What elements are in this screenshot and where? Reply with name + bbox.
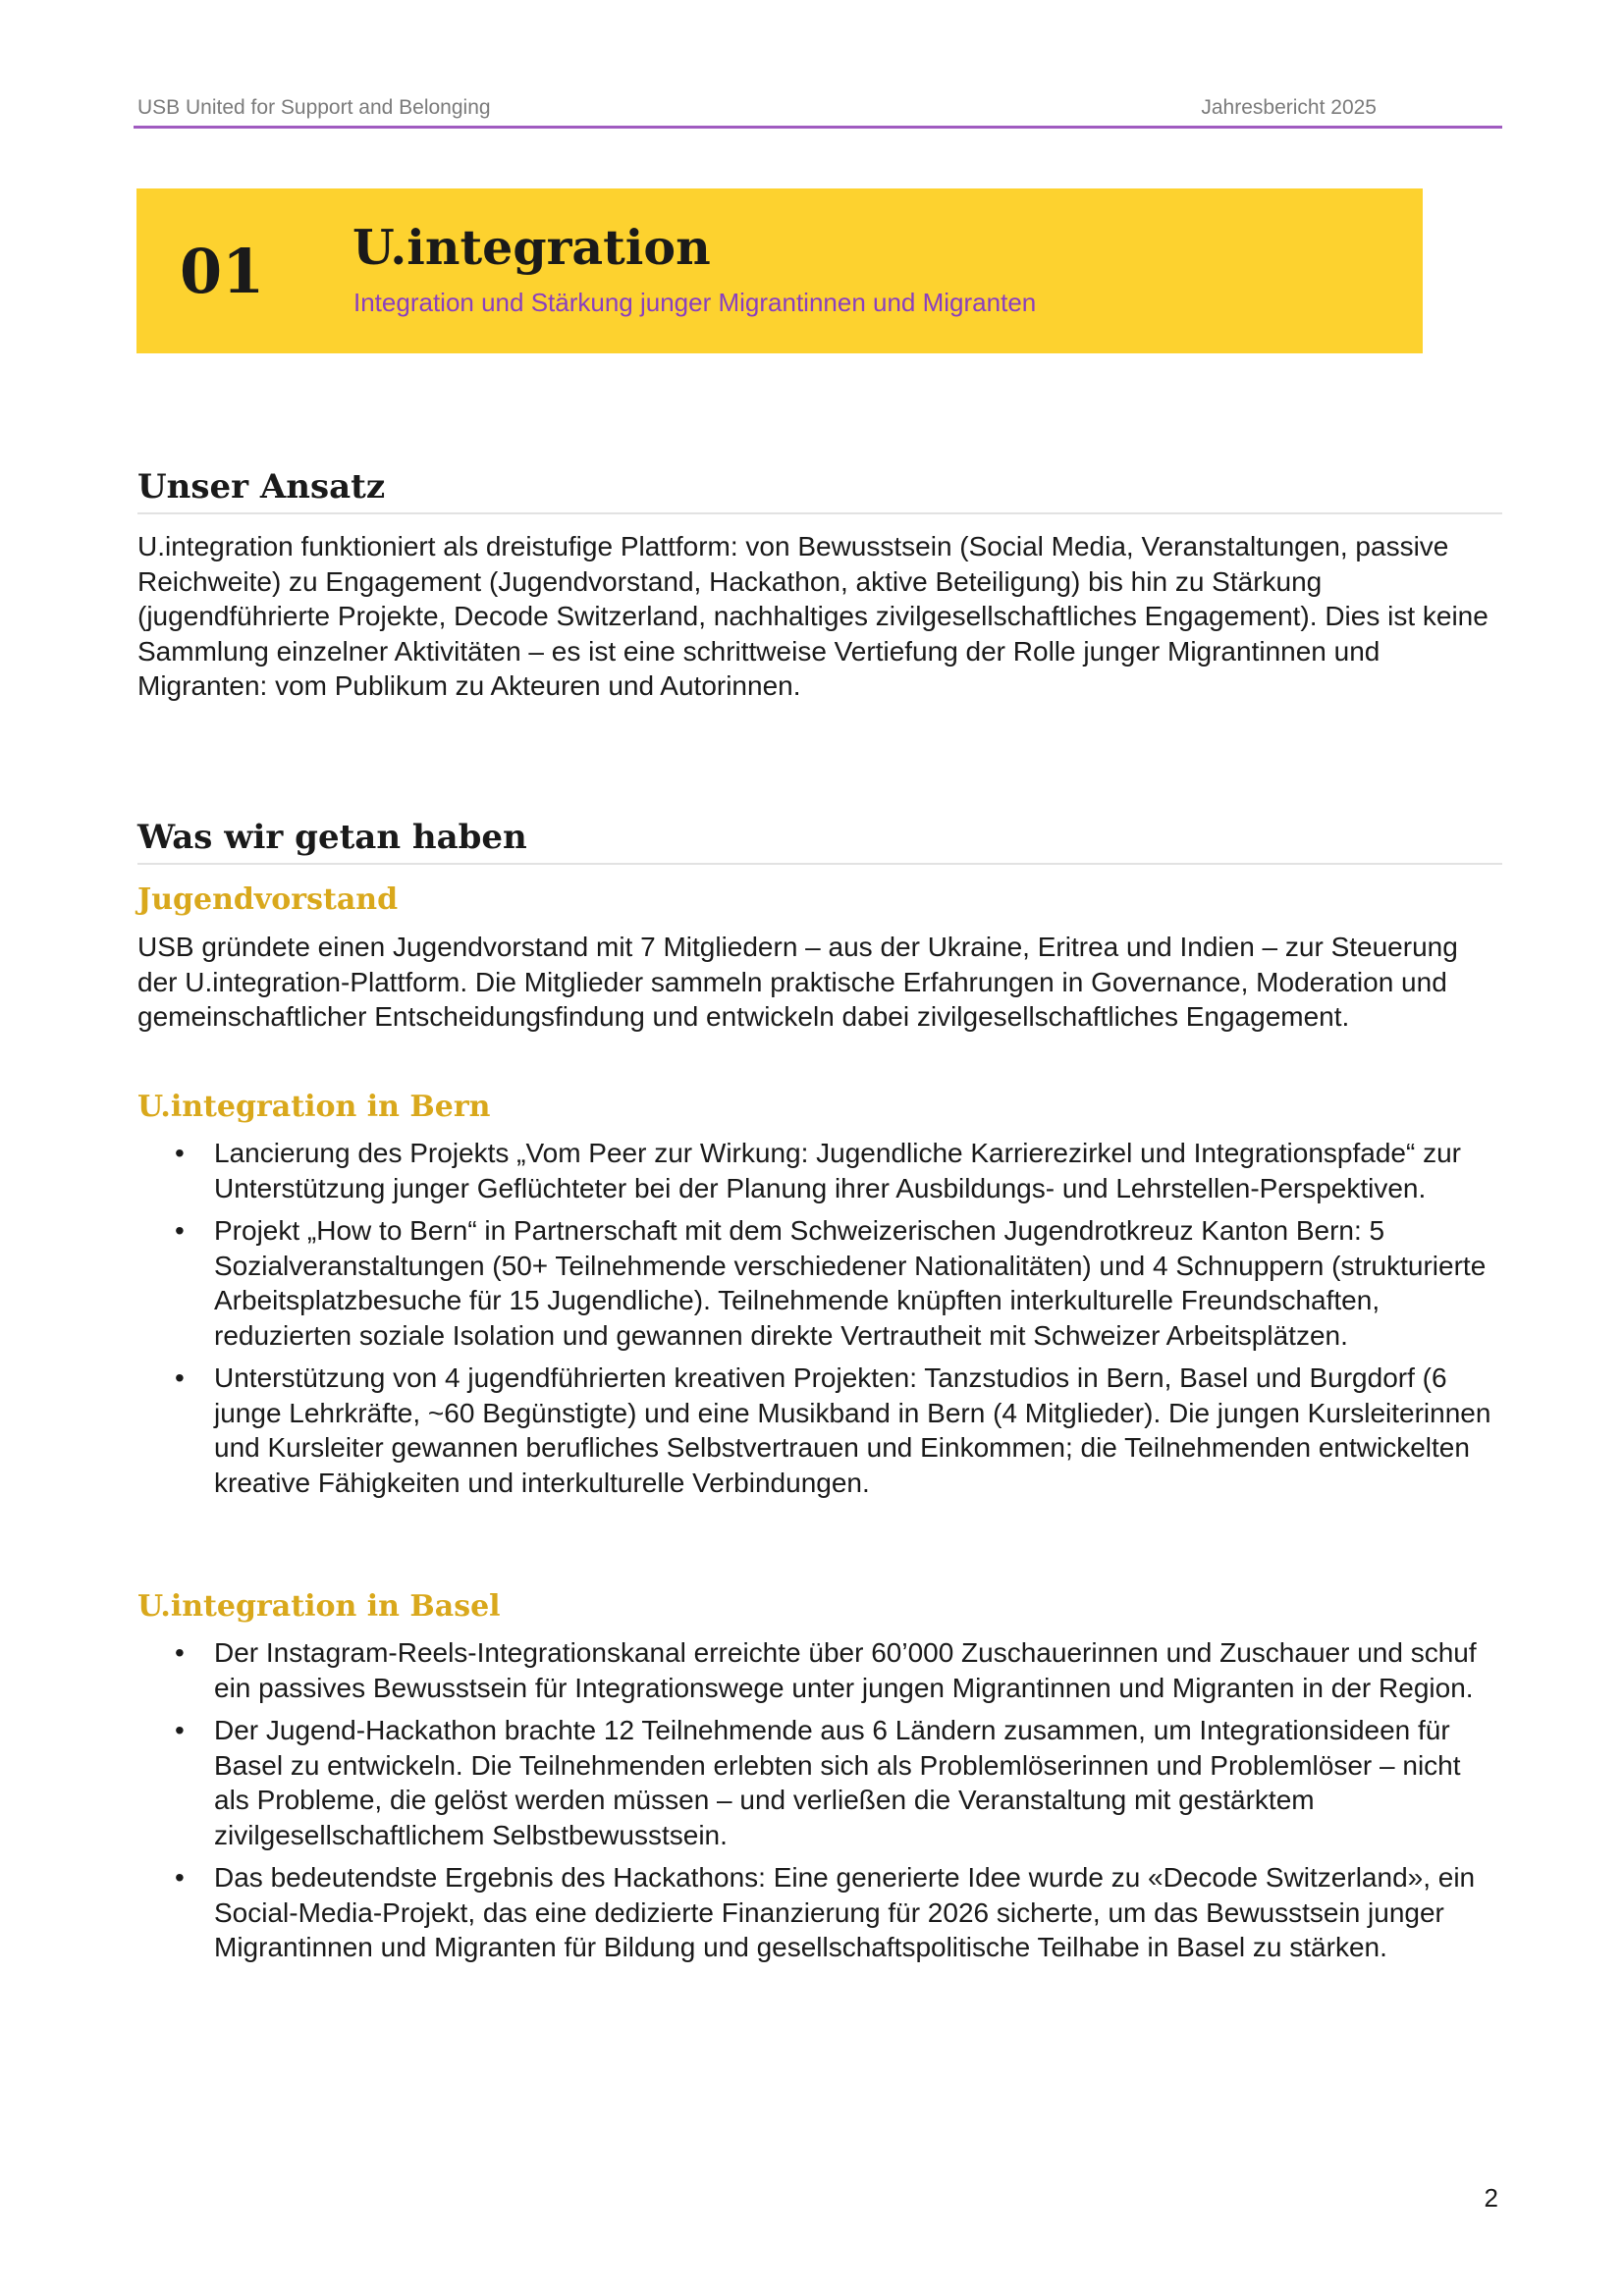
section-heading-activities: Was wir getan haben	[137, 819, 1502, 865]
subheading-youth-board: Jugendvorstand	[137, 882, 399, 917]
chapter-subtitle: Integration und Stärkung junger Migrantinnen und Migranten	[353, 288, 1037, 317]
header-report-title: Jahresbericht 2025	[1201, 96, 1377, 119]
list-item: • Unterstützung von 4 jugendführierten kreativen Projekten: Tanzstudios in Bern, Basel und Burgdorf (6 junge Lehrkräfte, ~60 Begünstigte) und eine Musikband in Bern (4 Mitglieder). Die jungen Kursleiterinnen und Kursleiter gewannen berufliches Selbstvertrauen und Einkommen; die Teilnehmenden entwickelten kreative Fähigkeiten und interkulturelle Verbindungen.	[175, 1362, 1491, 1498]
chapter-banner	[136, 188, 1423, 353]
page-number: 2	[1484, 2183, 1498, 2213]
youth-board-paragraph: USB gründete einen Jugendvorstand mit 7 Mitgliedern – aus der Ukraine, Eritrea und Indien – zur Steuerung der U.integration-Plattform. Die Mitglieder sammeln praktische Erfahrungen in Governance, Moderation und gemeinschaftlicher Entscheidungsfindung und entwickeln dabei zivilgesellschaftliches Engagement.	[137, 932, 1458, 1032]
bullet-glyph: •	[175, 1637, 185, 1668]
header-org-name: USB United for Support and Belonging	[137, 96, 491, 119]
approach-paragraph: U.integration funktioniert als dreistufige Plattform: von Bewusstsein (Social Media, Veranstaltungen, passive Reichweite) zu Engagement (Jugendvorstand, Hackathon, aktive Beteiligung) bis hin zu Stärkung (jugendführierte Projekte, Decode Switzerland, nachhaltiges zivilgesellschaftliches Engagement). Dies ist keine Sammlung einzelner Aktivitäten – es ist eine schrittweise Vertiefung der Rolle junger Migrantinnen und Migranten: vom Publikum zu Akteuren und Autorinnen.	[137, 531, 1489, 701]
subheading-basel: U.integration in Basel	[137, 1589, 501, 1624]
basel-list	[137, 1635, 1492, 1973]
subheading-bern: U.integration in Bern	[137, 1090, 491, 1124]
chapter-number: 01	[180, 236, 265, 307]
chapter-title: U.integration	[352, 219, 711, 276]
page-header	[134, 96, 1502, 129]
bullet-glyph: •	[175, 1138, 185, 1168]
bern-list	[137, 1136, 1492, 1508]
list-item: • Projekt „How to Bern“ in Partnerschaft mit dem Schweizerischen Jugendrotkreuz Kanton Bern: 5 Sozialveranstaltungen (50+ Teilnehmende verschiedener Nationalitäten) und 4 Schnuppern (strukturierte Arbeitsplatzbesuche für 15 Jugendliche). Teilnehmende knüpften interkulturelle Freundschaften, reduzierten soziale Isolation und gewannen direkte Vertrautheit mit Schweizer Arbeitsplätzen.	[175, 1215, 1487, 1351]
section-heading-approach: Unser Ansatz	[137, 468, 1502, 514]
list-item: • Das bedeutendste Ergebnis des Hackathons: Eine generierte Idee wurde zu «Decode Switzerland», ein Social-Media-Projekt, das eine dedizierte Finanzierung für 2026 sicherte, um das Bewusstsein junger Migrantinnen und Migranten für Bildung und gesellschaftspolitische Teilhabe in Basel zu stärken.	[175, 1862, 1476, 1962]
bullet-glyph: •	[175, 1862, 185, 1893]
bullet-glyph: •	[175, 1362, 185, 1393]
bullet-glyph: •	[175, 1215, 185, 1246]
list-item: • Der Jugend-Hackathon brachte 12 Teilnehmende aus 6 Ländern zusammen, um Integrationsideen für Basel zu entwickeln. Die Teilnehmenden erlebten sich als Problemlöserinnen und Problemlöser – nicht als Probleme, die gelöst werden müssen – und verließen die Veranstaltung mit gestärktem zivilgesellschaftlichem Selbstbewusstsein.	[175, 1715, 1461, 1850]
bullet-glyph: •	[175, 1715, 185, 1745]
list-item: • Lancierung des Projekts „Vom Peer zur Wirkung: Jugendliche Karrierezirkel und Integrationspfade“ zur Unterstützung junger Geflüchteter bei der Planung ihrer Ausbildungs- und Lehrstellen-Perspektiven.	[175, 1138, 1461, 1203]
list-item: • Der Instagram-Reels-Integrationskanal erreichte über 60’000 Zuschauerinnen und Zuschauer und schuf ein passives Bewusstsein für Integrationswege unter jungen Migrantinnen und Migranten in der Region.	[175, 1637, 1477, 1703]
